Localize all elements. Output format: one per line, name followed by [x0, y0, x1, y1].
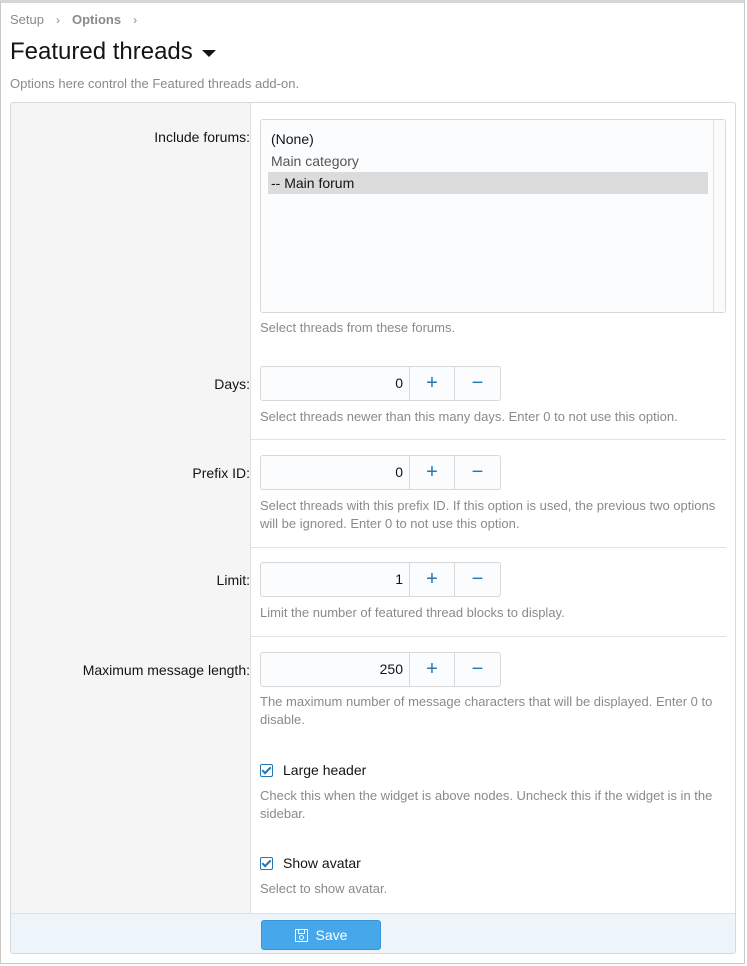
days-label: Days:	[214, 376, 250, 392]
forum-option-main-category: Main category	[271, 153, 359, 169]
page-description: Options here control the Featured threads add-on.	[10, 76, 300, 91]
labels-column	[11, 103, 251, 913]
forum-option-main-forum[interactable]: -- Main forum	[268, 172, 708, 194]
save-button-label: Save	[315, 927, 348, 943]
max-message-length-stepper	[260, 652, 501, 687]
prefix-id-hint: Select threads with this prefix ID. If this option is used, the previous two options will be ignored. Enter 0 to not use this option.	[260, 498, 716, 531]
max-message-length-label: Maximum message length:	[82, 662, 250, 678]
divider	[251, 636, 726, 637]
prefix-id-stepper	[260, 455, 501, 490]
limit-minus-button[interactable]: −	[471, 568, 484, 590]
save-icon	[295, 929, 308, 942]
save-button[interactable]	[261, 920, 381, 950]
divider	[251, 547, 726, 548]
breadcrumb-separator-icon: ›	[55, 12, 60, 27]
limit-plus-button[interactable]: +	[410, 563, 455, 596]
breadcrumb-setup[interactable]: Setup	[10, 12, 44, 27]
days-stepper	[260, 366, 501, 401]
page-title: Featured threads	[10, 38, 193, 65]
large-header-checkbox-row[interactable]	[260, 762, 366, 778]
limit-stepper	[260, 562, 501, 597]
breadcrumb	[10, 12, 149, 27]
prefix-id-plus-button[interactable]: +	[410, 456, 455, 489]
max-message-length-minus-button[interactable]: −	[471, 658, 484, 680]
prefix-id-label: Prefix ID:	[192, 465, 250, 481]
show-avatar-checkbox[interactable]	[260, 857, 273, 870]
prefix-id-input[interactable]: 0	[261, 456, 410, 489]
days-hint: Select threads newer than this many days. Enter 0 to not use this option.	[260, 409, 678, 424]
show-avatar-checkbox-row[interactable]	[260, 855, 361, 871]
max-message-length-hint: The maximum number of message characters that will be displayed. Enter 0 to disable.	[260, 694, 713, 727]
select-scrollbar[interactable]	[713, 120, 725, 312]
prefix-id-minus-button[interactable]: −	[471, 461, 484, 483]
form-footer	[11, 913, 735, 954]
page-title-row	[10, 38, 216, 66]
options-form	[10, 102, 736, 954]
breadcrumb-separator-icon: ›	[133, 12, 138, 27]
limit-label: Limit:	[216, 572, 250, 588]
include-forums-select[interactable]	[260, 119, 726, 313]
large-header-label: Large header	[283, 762, 367, 778]
divider	[251, 439, 726, 440]
show-avatar-hint: Select to show avatar.	[260, 881, 388, 896]
breadcrumb-options[interactable]: Options	[71, 12, 122, 27]
forum-option-none[interactable]: (None)	[271, 131, 314, 147]
large-header-checkbox[interactable]	[260, 764, 273, 777]
large-header-hint: Check this when the widget is above nodes. Uncheck this if the widget is in the sidebar.	[260, 788, 713, 821]
show-avatar-label: Show avatar	[283, 855, 361, 871]
max-message-length-plus-button[interactable]: +	[410, 653, 455, 686]
limit-input[interactable]: 1	[261, 563, 410, 596]
limit-hint: Limit the number of featured thread blocks to display.	[260, 605, 565, 620]
include-forums-label: Include forums:	[154, 129, 250, 145]
caret-down-icon[interactable]	[202, 50, 216, 57]
days-input[interactable]: 0	[261, 367, 410, 400]
max-message-length-input[interactable]: 250	[261, 653, 410, 686]
days-plus-button[interactable]: +	[410, 367, 455, 400]
include-forums-hint: Select threads from these forums.	[260, 320, 456, 335]
days-minus-button[interactable]: −	[471, 372, 484, 394]
